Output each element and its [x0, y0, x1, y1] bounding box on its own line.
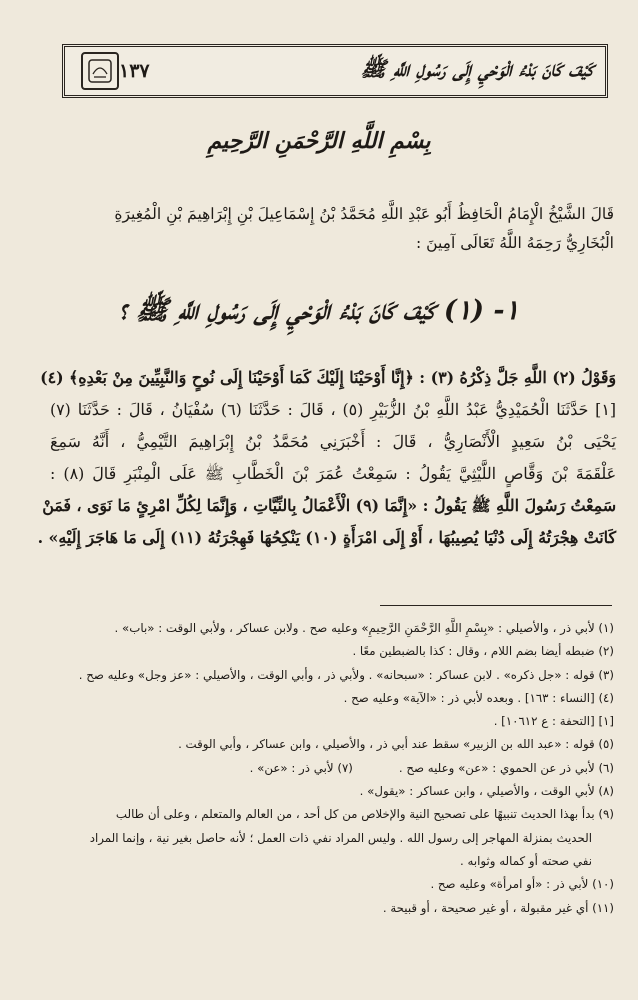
- footnote-6: (٦) لأبي ذر عن الحموي : «عن» وعليه صح .: [398, 760, 614, 775]
- hadith-line-2: [١] حَدَّثَنَا الْحُمَيْدِيُّ عَبْدُ اللَّهِ بْنُ الزُّبَيْرِ (٥) ، قَالَ : حَدَّثَنَا (٦) سُفْيَانُ ، قَالَ : حَدَّثَنَا (٧): [50, 400, 616, 419]
- footnote-divider: [380, 605, 612, 606]
- footnote-10: (١٠) لأبي ذر : «أو امرأة» وعليه صح .: [430, 877, 614, 892]
- hadith-line-1: وَقَوْلُ (٢) اللَّهِ جَلَّ ذِكْرُهُ (٣) : ﴿إِنَّا أَوْحَيْنَا إِلَيْكَ كَمَا أَوْحَيْنَا إِلَى نُوحٍ وَالنَّبِيِّينَ مِنْ بَعْدِهِ﴾ (٤): [40, 368, 616, 387]
- footnote-row-6-7: [42, 757, 614, 780]
- hadith-line-4: عَلْقَمَةَ بْنَ وَقَّاصٍ اللَّيْثِيَّ يَقُولُ : سَمِعْتُ عُمَرَ بْنَ الْخَطَّابِ ﷺ عَلَى الْمِنْبَرِ قَالَ (٨) :: [50, 464, 616, 483]
- footnote-9-cont-1: الحديث بمنزلة المهاجر إلى رسول الله . وليس المراد نفي ذات العمل ؛ لأنه حاصل بغير نية ، وإنما المراد: [89, 830, 592, 845]
- footnote-tuhfa: [١] [التحفة : ع ١٠٦١٢] .: [493, 714, 614, 729]
- footnote-7: (٧) لأبي ذر : «عن» .: [249, 760, 353, 775]
- footnote-1: (١) لأبي ذر ، والأصيلي : «بِسْمِ اللَّهِ الرَّحْمَنِ الرَّحِيمِ» وعليه صح . ولابن عساكر ، ولأبي الوقت : «باب» .: [114, 621, 614, 635]
- basmala-heading: بِسْمِ اللَّهِ الرَّحْمَنِ الرَّحِيمِ: [207, 128, 431, 154]
- hadith-line-5: سَمِعْتُ رَسُولَ اللَّهِ ﷺ يَقُولُ : «إِنَّمَا (٩) الْأَعْمَالُ بِالنِّيَّاتِ ، وَإِنَّمَا لِكُلِّ امْرِئٍ مَا نَوَى ، فَمَنْ: [42, 496, 616, 515]
- footnote-8: (٨) لأبي الوقت ، والأصيلي ، وابن عساكر : «يقول» .: [359, 784, 614, 799]
- footnote-11: (١١) أي غير مقبولة ، أو غير صحيحة ، أو قبيحة .: [382, 900, 614, 915]
- footnotes: [42, 617, 614, 920]
- footnote-4: (٤) [النساء : ١٦٣] . وبعده لأبي ذر : «الآية» وعليه صح .: [343, 690, 614, 705]
- footnote-2: (٢) ضبطه أيضا بضم اللام ، وقال : كذا بالضبطين معًا .: [352, 644, 614, 659]
- ornament-emblem-icon: [87, 58, 113, 84]
- footnote-3: (٣) قوله : «جل ذكره» . لابن عساكر : «سبحانه» . ولأبي ذر ، وأبي الوقت ، والأصيلي : «عز وجل» وعليه صح .: [78, 667, 614, 682]
- footnote-9-cont-2: نفي صحته أو كماله وثوابه .: [460, 853, 592, 868]
- page-header: [62, 44, 608, 98]
- chapter-title: ١- (١) كَيْفَ كَانَ بَدْءُ الْوَحْيِ إِلَى رَسُولِ اللَّهِ ﷺ ؟: [118, 295, 520, 326]
- hadith-line-3: يَحْيَى بْنُ سَعِيدٍ الْأَنْصَارِيُّ ، قَالَ : أَخْبَرَنِي مُحَمَّدُ بْنُ إِبْرَاهِيمَ التَّيْمِيُّ ، أَنَّهُ سَمِعَ: [50, 432, 616, 451]
- running-title: كَيْفَ كَانَ بَدْءُ الْوَحْيِ إِلَى رَسُولِ اللَّهِ ﷺ: [360, 55, 593, 81]
- footnote-5: (٥) قوله : «عبد الله بن الزبير» سقط عند أبي ذر ، والأصيلي ، وابن عساكر ، وأبي الوقت .: [178, 737, 614, 752]
- intro-line-2: الْبُخَارِيُّ رَحِمَهُ اللَّهُ تَعَالَى آمِينَ :: [416, 234, 614, 252]
- hadith-line-6: كَانَتْ هِجْرَتُهُ إِلَى دُنْيَا يُصِيبُهَا ، أَوْ إِلَى امْرَأَةٍ (١٠) يَنْكِحُهَا فَهِجْرَتُهُ (١١) إِلَى مَا هَاجَرَ إِلَيْهِ» .: [37, 528, 616, 547]
- intro-paragraph: [58, 200, 614, 258]
- footnote-9: (٩) بدأ بهذا الحديث تنبيهًا على تصحيح النية والإخلاص من كل أحد ، من العالم والمتعلم ، وعلى أن طالب: [115, 807, 614, 822]
- book-ornament-icon: [81, 52, 119, 90]
- header-left-group: [73, 52, 150, 90]
- hadith-text: [37, 362, 616, 554]
- page-number: ١٣٧: [119, 60, 150, 82]
- intro-line-1: قَالَ الشَّيْخُ الْإِمَامُ الْحَافِظُ أَبُو عَبْدِ اللَّهِ مُحَمَّدُ بْنُ إِسْمَاعِيلَ بْنِ إِبْرَاهِيمَ بْنِ الْمُغِيرَةِ: [114, 205, 614, 223]
